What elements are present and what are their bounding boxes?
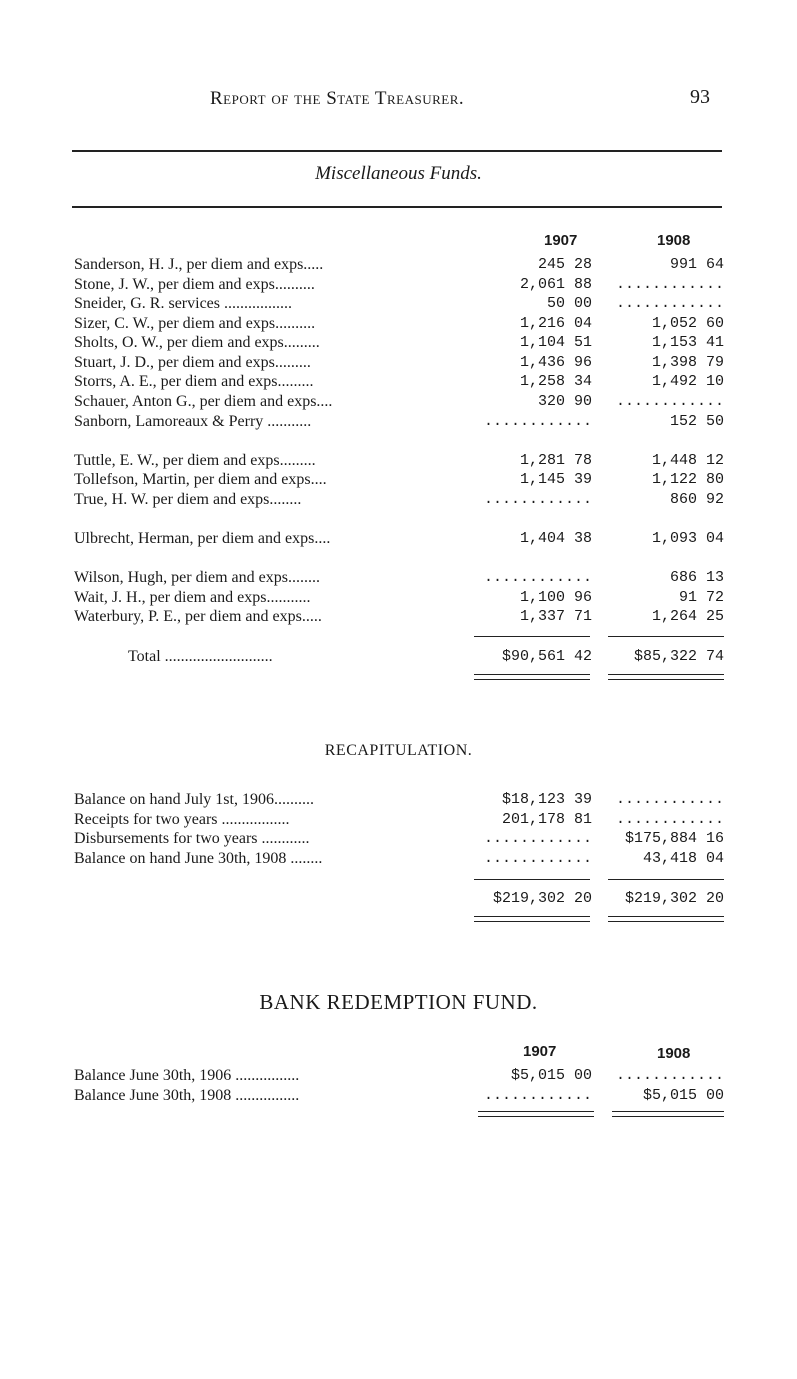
total-label: Total ........................... xyxy=(128,648,273,665)
row-label: Storrs, A. E., per diem and exps......... xyxy=(74,373,314,390)
row-label: Balance June 30th, 1908 ................ xyxy=(74,1087,300,1104)
table-row xyxy=(74,393,734,413)
table-row xyxy=(74,334,734,354)
section-title-misc: Miscellaneous Funds. xyxy=(315,163,482,184)
value-1907: 1,216 04 xyxy=(519,315,592,332)
value-1907: $18,123 39 xyxy=(501,791,592,808)
row-label: Stone, J. W., per diem and exps.......... xyxy=(74,276,315,293)
value-1907: ............ xyxy=(483,1087,592,1104)
table-row xyxy=(74,256,734,276)
table-row xyxy=(74,295,734,315)
value-1908: 1,122 80 xyxy=(651,471,724,488)
year-header-1907: 1907 xyxy=(544,232,578,249)
table-row xyxy=(74,471,734,491)
table-row xyxy=(74,850,734,870)
row-label: Sanborn, Lamoreaux & Perry ........... xyxy=(74,413,312,430)
total-1908: $85,322 74 xyxy=(633,648,724,665)
section-title-recap: RECAPITULATION. xyxy=(324,742,473,759)
value-1907: 320 90 xyxy=(537,393,592,410)
row-label: Balance on hand July 1st, 1906.......... xyxy=(74,791,314,808)
value-1907: ............ xyxy=(483,569,592,586)
value-1908: ............ xyxy=(615,393,724,410)
year-header-1908: 1908 xyxy=(657,232,691,249)
row-label: Tollefson, Martin, per diem and exps.... xyxy=(74,471,327,488)
value-1908: 686 13 xyxy=(669,569,724,586)
value-1908: ............ xyxy=(615,1067,724,1084)
value-1908: ............ xyxy=(615,811,724,828)
value-1908: 1,398 79 xyxy=(651,354,724,371)
table-row xyxy=(74,315,734,335)
value-1907: 50 00 xyxy=(546,295,592,312)
value-1908: ............ xyxy=(615,791,724,808)
table-row xyxy=(74,354,734,374)
value-1907: 1,258 34 xyxy=(519,373,592,390)
value-1908: $175,884 16 xyxy=(624,830,724,847)
row-label: Waterbury, P. E., per diem and exps..... xyxy=(74,608,322,625)
value-1907: 1,436 96 xyxy=(519,354,592,371)
row-label: Sizer, C. W., per diem and exps.......... xyxy=(74,315,316,332)
table-row xyxy=(74,373,734,393)
value-1908: 1,448 12 xyxy=(651,452,724,469)
total-row xyxy=(74,890,734,910)
value-1908: 860 92 xyxy=(669,491,724,508)
page-number: 93 xyxy=(690,86,710,108)
value-1908: 43,418 04 xyxy=(642,850,724,867)
total-1907: $90,561 42 xyxy=(501,648,592,665)
table-row xyxy=(74,1087,734,1107)
row-label: Tuttle, E. W., per diem and exps......... xyxy=(74,452,316,469)
value-1908: 991 64 xyxy=(669,256,724,273)
table-row xyxy=(74,589,734,609)
row-label: Ulbrecht, Herman, per diem and exps.... xyxy=(74,530,331,547)
page-header xyxy=(0,88,797,112)
table-row xyxy=(74,811,734,831)
value-1908: 1,052 60 xyxy=(651,315,724,332)
value-1908: 1,492 10 xyxy=(651,373,724,390)
table-row xyxy=(74,276,734,296)
value-1907: 1,281 78 xyxy=(519,452,592,469)
row-label: Sholts, O. W., per diem and exps......... xyxy=(74,334,320,351)
total-1908: $219,302 20 xyxy=(624,890,724,907)
value-1908: 1,264 25 xyxy=(651,608,724,625)
row-label: Stuart, J. D., per diem and exps......... xyxy=(74,354,311,371)
sum-rule xyxy=(608,879,724,880)
value-1907: 1,145 39 xyxy=(519,471,592,488)
row-label: Schauer, Anton G., per diem and exps.... xyxy=(74,393,333,410)
value-1908: 1,153 41 xyxy=(651,334,724,351)
row-label: Wait, J. H., per diem and exps........... xyxy=(74,589,311,606)
row-label: Wilson, Hugh, per diem and exps........ xyxy=(74,569,320,586)
table-row xyxy=(74,1067,734,1087)
row-label: Sanderson, H. J., per diem and exps..... xyxy=(74,256,324,273)
double-rule xyxy=(474,674,590,680)
value-1908: ............ xyxy=(615,295,724,312)
value-1907: $5,015 00 xyxy=(510,1067,592,1084)
value-1907: 1,100 96 xyxy=(519,589,592,606)
table-row xyxy=(74,491,734,511)
row-label: True, H. W. per diem and exps........ xyxy=(74,491,302,508)
sum-rule xyxy=(474,879,590,880)
table-row xyxy=(74,452,734,472)
table-row xyxy=(74,830,734,850)
sum-rule xyxy=(608,636,724,637)
row-label: Receipts for two years ................. xyxy=(74,811,290,828)
year-header-1908: 1908 xyxy=(657,1045,691,1062)
value-1908: 1,093 04 xyxy=(651,530,724,547)
table-row xyxy=(74,608,734,628)
value-1908: ............ xyxy=(615,276,724,293)
row-label: Disbursements for two years ............ xyxy=(74,830,310,847)
table-row xyxy=(74,413,734,433)
year-header-1907: 1907 xyxy=(523,1043,557,1060)
section-title-bank: BANK REDEMPTION FUND. xyxy=(259,990,538,1014)
value-1907: 1,104 51 xyxy=(519,334,592,351)
section-rule xyxy=(72,206,722,208)
value-1908: $5,015 00 xyxy=(642,1087,724,1104)
value-1907: 245 28 xyxy=(537,256,592,273)
value-1907: ............ xyxy=(483,830,592,847)
value-1907: 201,178 81 xyxy=(501,811,592,828)
top-rule xyxy=(72,150,722,152)
value-1907: ............ xyxy=(483,850,592,867)
double-rule xyxy=(612,1111,724,1117)
sum-rule xyxy=(474,636,590,637)
total-row xyxy=(74,648,734,668)
value-1908: 91 72 xyxy=(678,589,724,606)
row-label: Sneider, G. R. services ................. xyxy=(74,295,292,312)
double-rule xyxy=(478,1111,594,1117)
double-rule xyxy=(608,916,724,922)
value-1907: 1,404 38 xyxy=(519,530,592,547)
table-row xyxy=(74,791,734,811)
value-1908: 152 50 xyxy=(669,413,724,430)
row-label: Balance June 30th, 1906 ................ xyxy=(74,1067,300,1084)
table-row xyxy=(74,530,734,550)
value-1907: ............ xyxy=(483,413,592,430)
double-rule xyxy=(608,674,724,680)
value-1907: ............ xyxy=(483,491,592,508)
value-1907: 2,061 88 xyxy=(519,276,592,293)
total-1907: $219,302 20 xyxy=(492,890,592,907)
row-label: Balance on hand June 30th, 1908 ........ xyxy=(74,850,323,867)
double-rule xyxy=(474,916,590,922)
value-1907: 1,337 71 xyxy=(519,608,592,625)
table-row xyxy=(74,569,734,589)
running-title: Report of the State Treasurer. xyxy=(210,88,465,109)
